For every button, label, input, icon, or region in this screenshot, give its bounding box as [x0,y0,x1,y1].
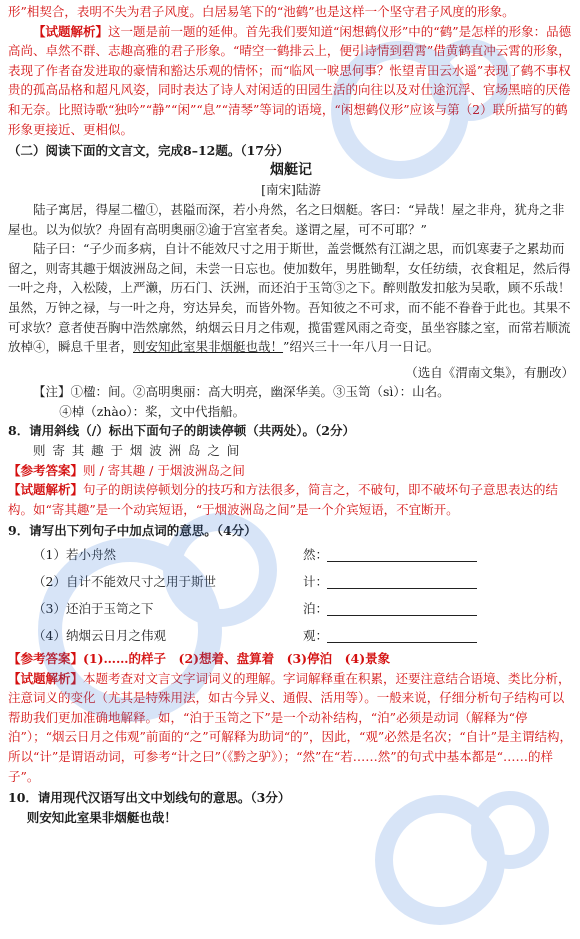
answer-text: 则 / 寄其趣 / 于烟波洲岛之间 [83,462,245,478]
essay-note-1 [8,382,574,402]
answer-text: (1)……的样子 (2)想着、盘算着 (3)停泊 (4)景象 [83,651,391,667]
analysis-tag: 【试题解析】 [8,482,84,498]
q9-word: 然： [303,546,329,562]
q9-answer [8,649,574,669]
analysis-text: 本题考查对文言文字词词义的理解。字词解释重在积累，还要注意结合语境、类比分析，注意词义的变化（尤其是特殊用法，如古今异义、通假、活用等）。一般来说，仔细分析句子结构可以帮助我们更加准确地解释。如，“泊于玉笥之下”是一个动补结构，“泊”必须是动词（解释为“停泊”）；“烟云日月之伟观”前面的“之”可解释为助词“的”，因此，“观”必然是名次；“自计”是主谓结构，所以“计”是谓语动词，可参考“计之曰”（《黔之驴》）；“然”在“若……然”的句式中基本都是“……的样子”。 [8,670,573,784]
q9-item [33,595,574,622]
essay-source: （选自《渭南文集》，有删改） [405,364,574,380]
question-8: 8．请用斜线（/）标出下面句子的朗读停顿（共两处）。（2分） [8,423,355,439]
note-text-1: ①楹：间。②高明奥丽：高大明亮，幽深华美。③玉笥（sì）：山名。 [70,384,450,400]
essay-paragraph-2-text: 陆子曰：“子少而多病，自计不能效尺寸之用于斯世，盖尝慨然有江湖之思，而饥寒妻子之累劫而留之，则寄其趣于烟波洲岛之间，未尝一日忘也。使加数年，男胜锄犁，女任纺绩，衣食粗足，然后得一叶之舟，入松陵，上严濑，历石门、沃洲，而还泊于玉笥③之下。醉则散发扣舷为吴歌，顾不乐哉！虽然，万钟之禄，与一叶之舟，穷达异矣，而皆外物。吾知彼之不可求，而不能不眷眷于此也。其果不可求欤？意者使吾胸中浩然廓然，纳烟云日月之伟观，揽雷霆风雨之奇变，虽坐容膝之室，而常若顺流放棹④，瞬息千里者， [8,241,571,355]
essay-paragraph-2-end: ”绍兴三十一年八月一日记。 [283,339,440,355]
q9-sentence: （4）纳烟云日月之伟观 [33,627,166,643]
q8-answer [8,461,574,481]
analysis-tag: 【试题解析】 [33,23,109,39]
q9-sentence: （2）自计不能效尺寸之用于斯世 [33,573,216,589]
q9-analysis [8,669,574,787]
q10-sentence: 则安知此室果非烟艇也哉！ [26,809,177,825]
essay-author: [南宋]陆游 [261,182,321,198]
continued-analysis: 形”相契合，表明不失为君子风度。白居易笔下的“池鹤”也是这样一个坚守君子风度的形象。 [8,4,515,19]
document-page [8,2,574,827]
q8-sentence: 则寄其趣于烟波洲岛之间 [33,443,247,459]
analysis-q7 [8,22,574,140]
q9-word: 泊： [303,600,329,616]
essay-paragraph-1: 陆子寓居，得屋二楹①，甚隘而深，若小舟然，名之曰烟艇。客曰：“异哉！屋之非舟，犹舟之非屋也。以为似欤？舟固有高明奥丽②逾于宫室者矣。遂谓之屋，可不可耶？” [8,201,565,237]
question-10: 10．请用现代汉语写出文中划线句的意思。（3分） [8,790,291,806]
answer-tag: 【参考答案】 [8,651,84,667]
essay-paragraph-2 [8,239,574,357]
q9-sentence: （3）还泊于玉笥之下 [33,600,154,616]
answer-blank[interactable] [327,574,477,589]
answer-blank[interactable] [327,601,477,616]
q9-sentence: （1）若小舟然 [33,546,116,562]
q8-analysis [8,480,574,519]
answer-tag: 【参考答案】 [8,462,84,478]
q9-word: 计： [303,573,329,589]
q9-items [8,541,574,649]
essay-title: 烟艇记 [270,161,312,178]
underlined-sentence: 则安知此室果非烟艇也哉！ [133,339,284,355]
q9-item [33,541,574,568]
analysis-tag: 【试题解析】 [8,670,84,686]
answer-blank[interactable] [327,628,477,643]
question-9: 9．请写出下列句子中加点词的意思。（4分） [8,523,257,539]
answer-blank[interactable] [327,547,477,562]
essay-note-2: ④棹（zhào）：桨，文中代指船。 [59,403,246,419]
q9-word: 观： [303,627,329,643]
q9-item [33,568,574,595]
analysis-text: 句子的朗读停顿划分的技巧和方法很多，简言之，不破句，即不破坏句子意思表达的结构。如“寄其趣”是一个动宾短语，“于烟波洲岛之间”是一个介宾短语，不宜断开。 [8,482,559,517]
section-heading: （二）阅读下面的文言文，完成8–12题。（17分） [8,143,289,159]
note-label: 【注】 [33,384,71,400]
q9-item [33,622,574,649]
analysis-text: 这一题是前一题的延伸。首先我们要知道“闲想鹤仪形”中的“鹤”是怎样的形象：品德高尚、卓然不群、志趣高雅的君子形象。“晴空一鹤排云上，便引诗情到碧霄”借黄鹤直冲云霄的形象，表现了作者奋发进取的豪情和豁达乐观的情怀；而“临风一唳思何事？怅望青田云水遥”表现了鹤不事权贵的孤高品格和超凡风姿，同时表达了诗人对闲适的田园生活的向往以及对仕途沉浮、官场黑暗的厌倦和无奈。比照诗歌“独吟”“静”“闲”“息”“清琴”等词的语境，“闲想鹤仪形”应该与第（2）联所描写的鹤形象更接近、更相似。 [8,23,572,137]
